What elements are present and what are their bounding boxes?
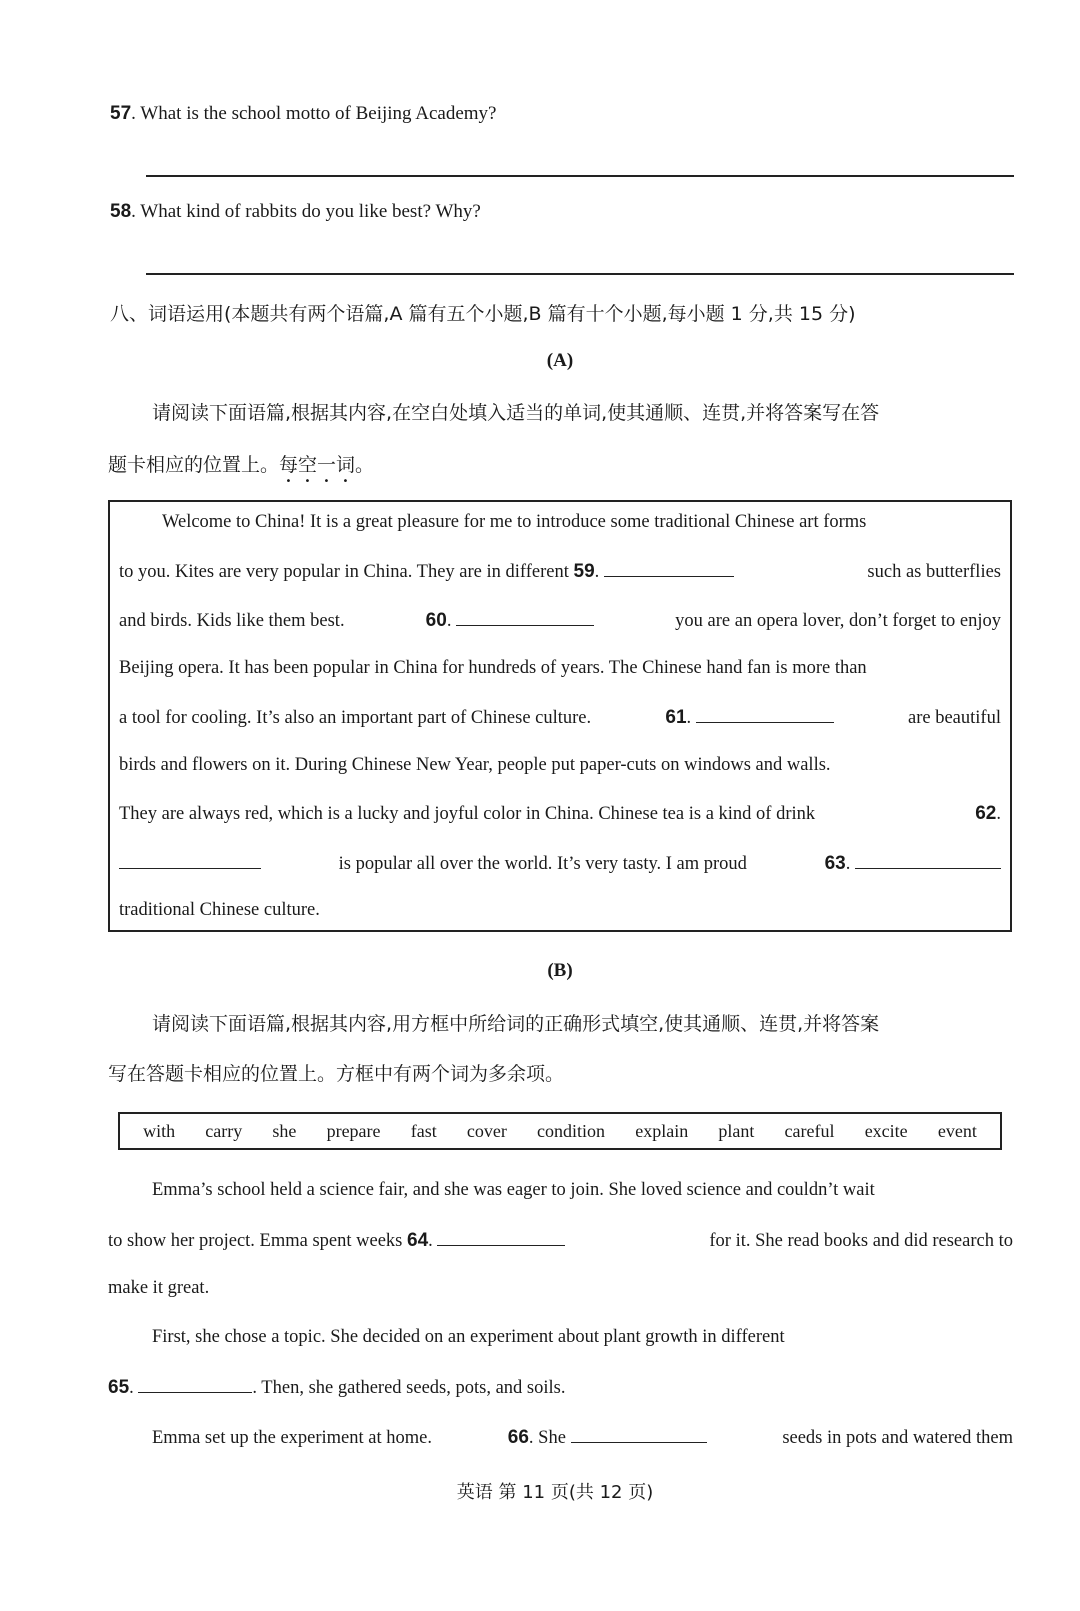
part-a-instruction-2 bbox=[108, 450, 374, 487]
question-text: . What is the school motto of Beijing Academy? bbox=[131, 103, 497, 124]
passage-text: Welcome to China! It is a great pleasure for me to introduce some traditional Chinese art forms bbox=[162, 512, 867, 532]
blank-number-63: 63 bbox=[824, 853, 846, 874]
blank-59[interactable] bbox=[604, 560, 734, 577]
blank-61[interactable] bbox=[696, 706, 834, 723]
word-bank-item: explain bbox=[635, 1120, 689, 1141]
word-bank-item: she bbox=[272, 1120, 297, 1141]
passage-text: Emma set up the experiment at home. bbox=[152, 1428, 432, 1448]
blank-65[interactable] bbox=[138, 1376, 252, 1393]
blank-number-62: 62 bbox=[975, 803, 997, 824]
passage-text: and birds. Kids like them best. bbox=[119, 611, 345, 631]
part-b-instruction-2: 写在答题卡相应的位置上。方框中有两个词为多余项。 bbox=[108, 1063, 565, 1085]
blank-number-59: 59 bbox=[573, 561, 595, 582]
word-bank-item: plant bbox=[718, 1120, 755, 1141]
passage-line bbox=[162, 512, 1001, 533]
part-b-label: (B) bbox=[547, 960, 573, 981]
passage-text: is popular all over the world. It’s very tasty. I am proud bbox=[338, 854, 747, 874]
blank-63[interactable] bbox=[855, 852, 1001, 869]
word-bank-item: carry bbox=[205, 1120, 243, 1141]
question-58 bbox=[110, 201, 481, 223]
passage-text: Emma’s school held a science fair, and she was eager to join. She loved science and couldn’t wait bbox=[152, 1180, 875, 1200]
question-number: 58 bbox=[110, 201, 132, 222]
word-bank-item: prepare bbox=[326, 1120, 381, 1141]
passage-line: 65 . . Then, she gathered seeds, pots, and soils. bbox=[108, 1377, 566, 1398]
passage-text: to show her project. Emma spent weeks bbox=[108, 1231, 403, 1251]
blank-64[interactable] bbox=[437, 1229, 565, 1246]
passage-text: traditional Chinese culture. bbox=[119, 900, 320, 920]
passage-line: They are always red, which is a lucky and joyful color in China. Chinese tea is a kind of drink 62. bbox=[119, 803, 1001, 824]
passage-line: and birds. Kids like them best. 60. you are an opera lover, don’t forget to enjoy bbox=[119, 610, 1001, 631]
passage-text: a tool for cooling. It’s also an important part of Chinese culture. bbox=[119, 708, 592, 728]
page-footer: 英语 第 11 页(共 12 页) bbox=[456, 1482, 654, 1503]
passage-text: to you. Kites are very popular in China. They are in different bbox=[119, 562, 574, 582]
answer-line-58[interactable] bbox=[146, 273, 1014, 275]
passage-line bbox=[119, 658, 1001, 679]
blank-number-60: 60 bbox=[425, 610, 447, 631]
blank-66[interactable] bbox=[571, 1426, 707, 1443]
passage-line: Emma set up the experiment at home. 66. She seeds in pots and watered them bbox=[152, 1427, 1013, 1448]
passage-line bbox=[119, 900, 1001, 921]
word-bank-item: cover bbox=[466, 1120, 507, 1141]
blank-60[interactable] bbox=[456, 609, 594, 626]
passage-line: is popular all over the world. It’s very tasty. I am proud 63. bbox=[119, 852, 1001, 875]
blank-number-64: 64 bbox=[407, 1230, 429, 1251]
passage-line bbox=[108, 1278, 1013, 1299]
word-bank-item: condition bbox=[537, 1120, 606, 1141]
answer-line-57[interactable] bbox=[146, 175, 1014, 177]
blank-number-61: 61 bbox=[665, 707, 687, 728]
part-b-instruction-1: 请阅读下面语篇,根据其内容,用方框中所给词的正确形式填空,使其通顺、连贯,并将答案 bbox=[152, 1013, 880, 1035]
passage-text: make it great. bbox=[108, 1278, 210, 1298]
passage-line bbox=[152, 1327, 1013, 1348]
question-57 bbox=[110, 103, 496, 125]
question-text: . What kind of rabbits do you like best? Why? bbox=[131, 201, 481, 222]
instruction-text: 题卡相应的位置上。 bbox=[108, 454, 280, 476]
passage-a-box bbox=[108, 500, 1012, 932]
passage-text: such as butterflies bbox=[867, 562, 1001, 582]
word-bank-item: excite bbox=[864, 1120, 908, 1141]
passage-text: They are always red, which is a lucky and joyful color in China. Chinese tea is a kind of drink bbox=[119, 804, 816, 824]
word-bank-item: event bbox=[937, 1120, 977, 1141]
passage-text: birds and flowers on it. During Chinese New Year, people put paper-cuts on windows and walls. bbox=[119, 755, 831, 775]
part-a-label: (A) bbox=[546, 350, 574, 371]
passage-text: are beautiful bbox=[908, 708, 1001, 728]
passage-line: to show her project. Emma spent weeks 64. for it. She read books and did research to bbox=[108, 1230, 1013, 1251]
section-heading: 八、词语运用(本题共有两个语篇,A 篇有五个小题,B 篇有十个小题,每小题 1 分,共 15 分) bbox=[110, 303, 856, 325]
passage-text: you are an opera lover, don’t forget to enjoy bbox=[675, 611, 1001, 631]
passage-text: Beijing opera. It has been popular in China for hundreds of years. The Chinese hand fan is more than bbox=[119, 658, 867, 678]
passage-line bbox=[119, 755, 1001, 776]
passage-line: a tool for cooling. It’s also an important part of Chinese culture. 61. are beautiful bbox=[119, 707, 1001, 728]
word-bank-item: with bbox=[143, 1120, 176, 1141]
part-a-instruction-1: 请阅读下面语篇,根据其内容,在空白处填入适当的单词,使其通顺、连贯,并将答案写在答 bbox=[152, 402, 880, 424]
blank-number-65: 65 bbox=[108, 1377, 130, 1398]
word-bank-box bbox=[118, 1112, 1002, 1150]
passage-line bbox=[152, 1180, 1013, 1201]
blank-62[interactable] bbox=[119, 852, 261, 869]
passage-text: for it. She read books and did research to bbox=[709, 1231, 1013, 1251]
passage-text: She bbox=[538, 1428, 566, 1448]
emphasized-text: 每空一词。 bbox=[279, 454, 375, 476]
passage-text: . Then, she gathered seeds, pots, and soils. bbox=[252, 1378, 566, 1398]
word-bank-item: fast bbox=[410, 1120, 437, 1141]
question-number: 57 bbox=[110, 103, 132, 124]
passage-text: First, she chose a topic. She decided on an experiment about plant growth in different bbox=[152, 1327, 785, 1347]
word-bank-item: careful bbox=[784, 1120, 835, 1141]
passage-line: to you. Kites are very popular in China. They are in different 59. such as butterflies bbox=[119, 561, 1001, 582]
blank-number-66: 66 bbox=[507, 1427, 529, 1448]
passage-text: seeds in pots and watered them bbox=[782, 1428, 1013, 1448]
